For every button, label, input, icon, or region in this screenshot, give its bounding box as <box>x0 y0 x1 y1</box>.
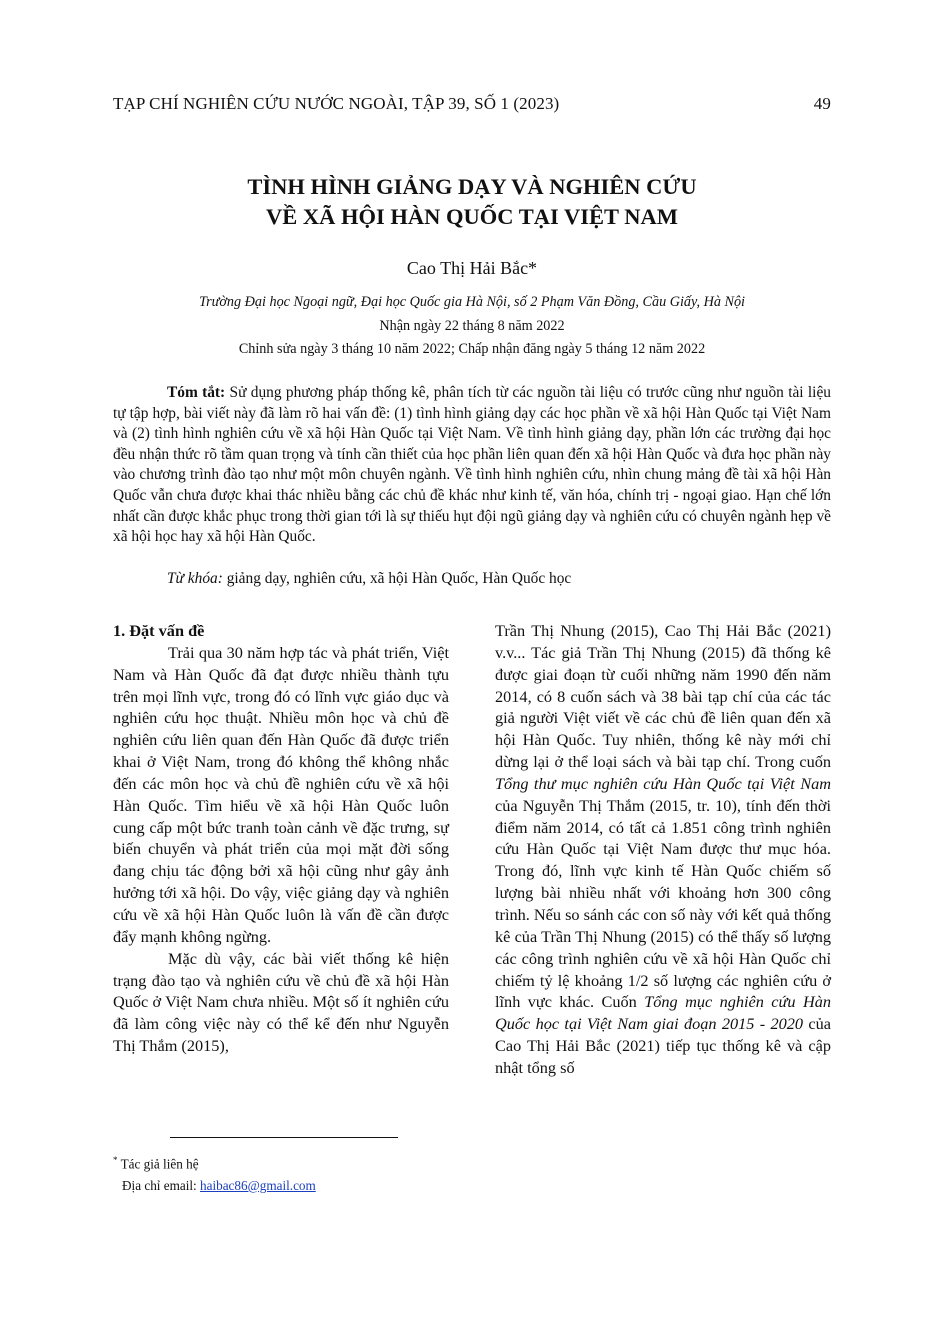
book-title-1: Tổng thư mục nghiên cứu Hàn Quốc tại Việt Nam <box>495 773 831 793</box>
page-number: 49 <box>813 94 831 113</box>
paragraph-2: Mặc dù vậy, các bài viết thống kê hiện trạng đào tạo và nghiên cứu về chủ đề xã hội Hàn Quốc ở Việt Nam chưa nhiều. Một số ít nghiên cứu đã làm công việc này có thể kể đến như Nguyễn Thị Thắm (2015), <box>113 948 449 1056</box>
keywords-label: Từ khóa: <box>167 570 223 587</box>
footnote-marker: * <box>113 1155 118 1165</box>
email-link[interactable]: haibac86@gmail.com <box>200 1178 316 1193</box>
footnote-text: Tác giả liên hệ <box>120 1156 199 1172</box>
article-title <box>113 172 831 232</box>
revised-date: Chỉnh sửa ngày 3 tháng 10 năm 2022; Chấp nhận đăng ngày 5 tháng 12 năm 2022 <box>238 341 706 357</box>
abstract-label: Tóm tắt: <box>167 384 226 401</box>
keywords-text: giảng dạy, nghiên cứu, xã hội Hàn Quốc, Hàn Quốc học <box>226 570 572 587</box>
received-date: Nhận ngày 22 tháng 8 năm 2022 <box>379 318 565 334</box>
footnote-email <box>122 1178 316 1194</box>
paragraph-1: Trải qua 30 năm hợp tác và phát triển, Việt Nam và Hàn Quốc đã đạt được nhiều thành tựu trên mọi lĩnh vực, trong đó có lĩnh vực giáo dục và nghiên cứu học thuật. Nhiều môn học và chủ đề nghiên cứu liên quan đến Hàn Quốc đã được triển khai ở Việt Nam, trong đó không thể không nhắc đến các môn học và chủ đề nghiên cứu về xã hội Hàn Quốc. Tìm hiểu về xã hội Hàn Quốc luôn cung cấp một bức tranh toàn cảnh về đặc trưng, sự biến chuyển và phát triển của mọi mặt đời sống đang chịu tác động bởi xã hội cũng như gây ảnh hưởng tới xã hội. Do vậy, việc giảng dạy và nghiên cứu về xã hội Hàn Quốc luôn là vấn đề cần được đẩy mạnh không ngừng. <box>113 642 449 946</box>
right-text-c: của Cao Thị Hải Bắc (2021) tiếp tục thống kê và cập nhật tổng số <box>495 1014 831 1077</box>
abstract-text: Sử dụng phương pháp thống kê, phân tích từ các nguồn tài liệu có trước cũng như nguồn tài liệu tự tập hợp, bài viết này đã làm rõ hai vấn đề: (1) tình hình giảng dạy các học phần về xã hội Hàn Quốc tại Việt Nam và (2) tình hình nghiên cứu về xã hội Hàn Quốc tại Việt Nam. Về tình hình giảng dạy, phần lớn các trường đại học đều nhận thức rõ tầm quan trọng và tính cần thiết của học phần liên quan đến xã hội Hàn Quốc và đưa học phần này vào chương trình đào tạo như một môn chuyên ngành. Về tình hình nghiên cứu, nhìn chung mảng đề tài xã hội Hàn Quốc vẫn chưa được khai thác nhiều bằng các chủ đề khác như kinh tế, văn hóa, chính trị - ngoại giao. Hạn chế lớn nhất cần được khắc phục trong thời gian tới là sự thiếu hụt đội ngũ giảng dạy và nghiên cứu có chuyên ngành hẹp về xã hội học hay xã hội Hàn Quốc. <box>113 384 831 546</box>
abstract <box>113 383 831 548</box>
title-line-1: TÌNH HÌNH GIẢNG DẠY VÀ NGHIÊN CỨU <box>247 174 697 199</box>
email-label: Địa chỉ email: <box>122 1178 197 1193</box>
right-text-b: của Nguyễn Thị Thắm (2015, tr. 10), tính đến thời điểm năm 2014, có tất cả 1.851 công trình nghiên cứu Hàn Quốc tại Việt Nam được thư mục hóa. Trong đó, lĩnh vực kinh tế Hàn Quốc chiếm số lượng bài nhiều nhất với khoảng hơn 300 công trình. Nếu so sánh các con số này với kết quả thống kê của Trần Thị Nhung (2015) có thể thấy số lượng các công trình nghiên cứu về xã hội Hàn Quốc chỉ chiếm tỷ lệ khoảng 1/2 số lượng các nghiên cứu ở lĩnh vực khác. Cuốn <box>495 795 831 1012</box>
book-title-2: Tổng mục nghiên cứu Hàn Quốc học tại Việt Nam giai đoạn 2015 - 2020 <box>495 992 831 1034</box>
footnote-note <box>113 1155 199 1172</box>
right-text-a: Trần Thị Nhung (2015), Cao Thị Hải Bắc (2021) v.v... Tác giả Trần Thị Nhung (2015) đã thống kê được giai đoạn từ cuối những năm 1990 đến năm 2014, có 8 cuốn sách và 38 bài tạp chí của các tác giả người Việt viết về các chủ đề liên quan đến xã hội Hàn Quốc. Tuy nhiên, thống kê này mới chỉ dừng lại ở thể loại sách và bài tạp chí. Trong cuốn <box>495 621 831 772</box>
author-name: Cao Thị Hải Bắc* <box>406 258 538 278</box>
footnote-divider <box>170 1137 398 1138</box>
left-column <box>113 620 449 1057</box>
affiliation: Trường Đại học Ngoại ngữ, Đại học Quốc gia Hà Nội, số 2 Phạm Văn Đồng, Cầu Giấy, Hà Nội <box>198 294 746 310</box>
title-line-2: VỀ XÃ HỘI HÀN QUỐC TẠI VIỆT NAM <box>266 204 678 229</box>
paragraph-continued <box>495 620 831 1079</box>
section-heading: 1. Đặt vấn đề <box>113 621 205 640</box>
journal-title: TẠP CHÍ NGHIÊN CỨU NƯỚC NGOÀI, TẬP 39, SỐ 1 (2023) <box>113 94 560 113</box>
running-header <box>113 94 831 114</box>
keywords <box>167 570 831 588</box>
right-column <box>495 620 831 1079</box>
